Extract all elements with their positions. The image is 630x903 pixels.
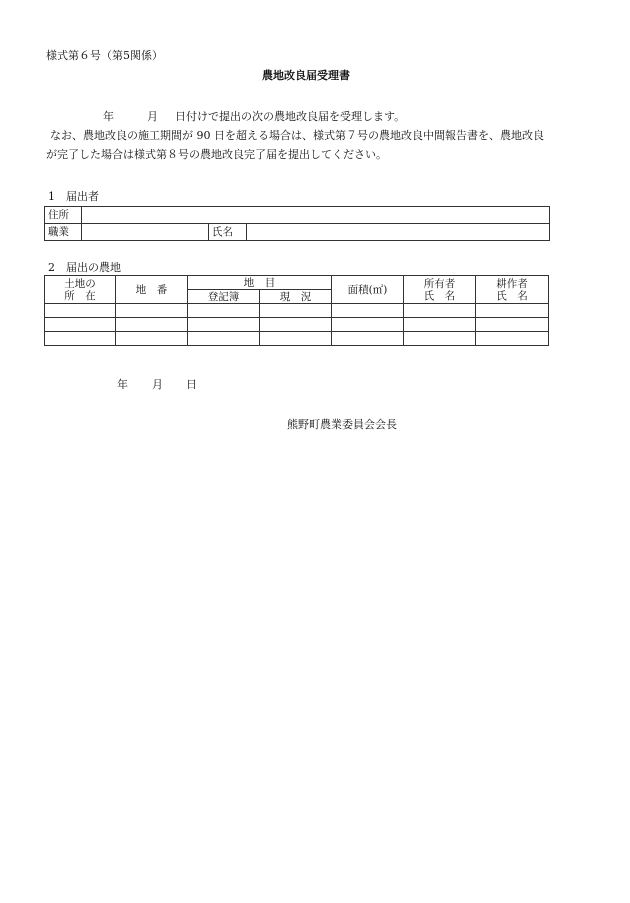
cell[interactable] <box>332 332 404 346</box>
date-day: 日 <box>186 378 197 391</box>
header-area: 面積(㎡) <box>332 276 404 304</box>
cell[interactable] <box>45 304 116 318</box>
header-location-line2: 所 在 <box>64 289 96 302</box>
cell[interactable] <box>476 304 549 318</box>
cell[interactable] <box>260 332 332 346</box>
header-owner <box>404 276 476 304</box>
address-field[interactable] <box>82 207 550 224</box>
cell[interactable] <box>188 332 260 346</box>
cell[interactable] <box>404 304 476 318</box>
cell[interactable] <box>404 332 476 346</box>
date-year: 年 <box>117 378 128 391</box>
header-cultivator-line1: 耕作者 <box>496 277 528 290</box>
name-label: 氏名 <box>209 224 247 241</box>
document-title: 農地改良届受理書 <box>262 69 350 82</box>
date-month: 月 <box>152 378 163 391</box>
occupation-label: 職業 <box>45 224 82 241</box>
body-line1: 日付けで提出の次の農地改良届を受理します。 <box>175 110 406 123</box>
cell[interactable] <box>45 318 116 332</box>
header-owner-line2: 氏 名 <box>423 289 456 302</box>
cell[interactable] <box>45 332 116 346</box>
cell[interactable] <box>332 304 404 318</box>
table-row <box>45 318 549 332</box>
cell[interactable] <box>116 332 188 346</box>
address-label: 住所 <box>45 207 82 224</box>
name-field[interactable] <box>247 224 550 241</box>
body-line2: なお、農地改良の施工期間が 90 日を超える場合は、様式第７号の農地改良中間報告書を、農地改良 <box>50 129 544 142</box>
cell[interactable] <box>116 304 188 318</box>
occupation-field[interactable] <box>82 224 209 241</box>
cell[interactable] <box>332 318 404 332</box>
body-year: 年 <box>103 110 114 123</box>
cell[interactable] <box>260 318 332 332</box>
body-month: 月 <box>147 110 158 123</box>
signatory: 熊野町農業委員会会長 <box>287 418 397 431</box>
header-cultivator-line2: 氏 名 <box>496 289 528 302</box>
body-line3: が完了した場合は様式第８号の農地改良完了届を提出してください。 <box>46 148 387 161</box>
cell[interactable] <box>116 318 188 332</box>
section1-heading: 1 届出者 <box>48 190 99 203</box>
header-cultivator <box>476 276 549 304</box>
cell[interactable] <box>188 304 260 318</box>
header-location-line1: 土地の <box>64 277 96 290</box>
farmland-table <box>44 275 549 346</box>
header-location <box>45 276 116 304</box>
form-number: 様式第６号（第5関係） <box>46 49 163 62</box>
table-row <box>45 332 549 346</box>
header-registry: 登記簿 <box>188 290 260 304</box>
applicant-table <box>44 206 550 241</box>
cell[interactable] <box>188 318 260 332</box>
cell[interactable] <box>260 304 332 318</box>
table-row <box>45 304 549 318</box>
cell[interactable] <box>476 332 549 346</box>
header-lot-number: 地 番 <box>116 276 188 304</box>
header-current: 現 況 <box>260 290 332 304</box>
section2-heading: 2 届出の農地 <box>48 261 121 274</box>
cell[interactable] <box>476 318 549 332</box>
cell[interactable] <box>404 318 476 332</box>
header-owner-line1: 所有者 <box>423 277 456 290</box>
header-land-category: 地 目 <box>188 276 332 290</box>
